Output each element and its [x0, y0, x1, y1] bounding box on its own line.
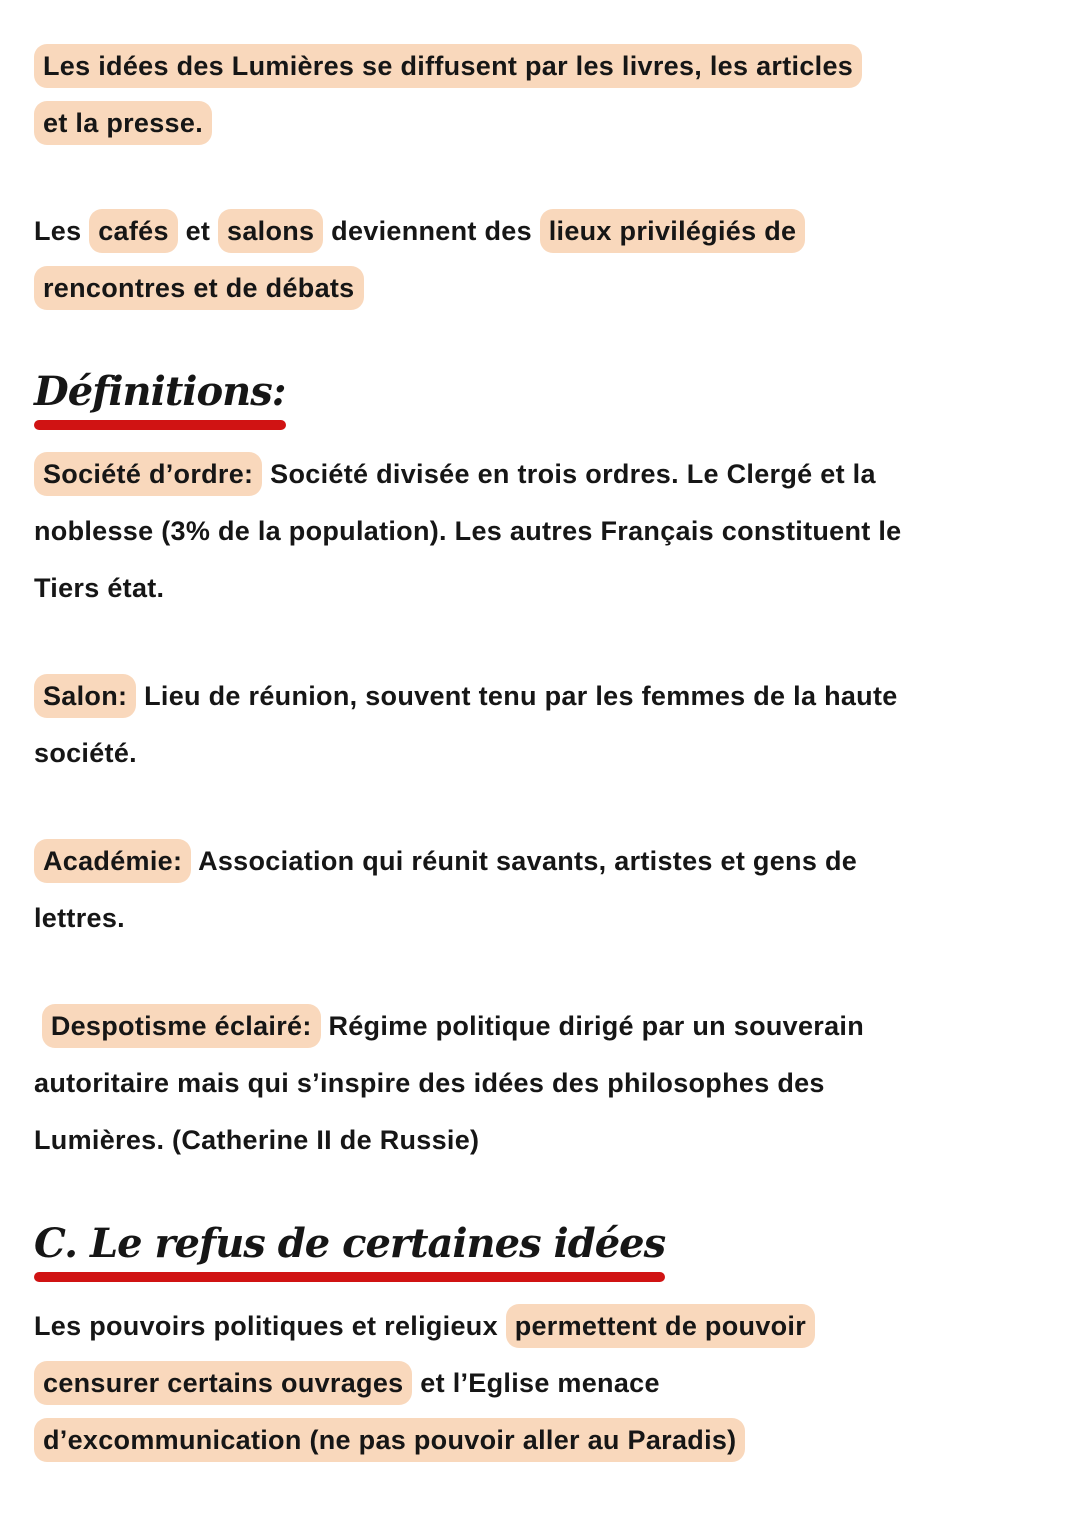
paragraph — [34, 668, 1046, 782]
highlighted-text: rencontres et de débats — [34, 266, 364, 310]
text-segment — [34, 1011, 42, 1041]
text-segment: société. — [34, 738, 137, 768]
text-segment: et — [177, 216, 219, 246]
highlighted-text: salons — [218, 209, 323, 253]
highlighted-text: Académie: — [34, 839, 191, 883]
paragraph — [34, 38, 1046, 152]
text-segment: Les pouvoirs politiques et religieux — [34, 1311, 506, 1341]
highlighted-text: d’excommunication (ne pas pouvoir aller au Paradis) — [34, 1418, 745, 1462]
text-segment: et l’Eglise menace — [412, 1368, 660, 1398]
text-segment: Les — [34, 216, 90, 246]
heading-wrap — [34, 368, 286, 430]
red-underline — [34, 1272, 665, 1282]
highlighted-text: et la presse. — [34, 101, 212, 145]
text-segment: deviennent des — [323, 216, 540, 246]
highlighted-text: cafés — [89, 209, 178, 253]
paragraph — [34, 1298, 1046, 1469]
text-segment: Lieu de réunion, souvent tenu par les femmes de la haute — [136, 681, 898, 711]
paragraph — [34, 998, 1046, 1169]
heading-wrap — [34, 1220, 665, 1282]
red-underline — [34, 420, 286, 430]
heading-text: Définitions: — [34, 368, 286, 415]
highlighted-text: Société d’ordre: — [34, 452, 262, 496]
text-segment: Tiers état. — [34, 573, 165, 603]
heading-text: C. Le refus de certaines idées — [34, 1220, 666, 1267]
highlighted-text: censurer certains ouvrages — [34, 1361, 412, 1405]
highlighted-text: Despotisme éclairé: — [42, 1004, 321, 1048]
text-segment: Association qui réunit savants, artistes et gens de — [191, 846, 858, 876]
text-segment: noblesse (3% de la population). Les autres Français constituent le — [34, 516, 902, 546]
text-segment: Lumières. (Catherine II de Russie) — [34, 1125, 480, 1155]
highlighted-text: Les idées des Lumières se diffusent par les livres, les articles — [34, 44, 862, 88]
text-segment: Régime politique dirigé par un souverain — [320, 1011, 865, 1041]
paragraph — [34, 203, 1046, 317]
paragraph — [34, 833, 1046, 947]
highlighted-text: lieux privilégiés de — [540, 209, 806, 253]
text-segment: Société divisée en trois ordres. Le Clergé et la — [262, 459, 876, 489]
highlighted-text: Salon: — [34, 674, 136, 718]
paragraph — [34, 446, 1046, 617]
highlighted-text: permettent de pouvoir — [506, 1304, 815, 1348]
text-segment: autoritaire mais qui s’inspire des idées des philosophes des — [34, 1068, 825, 1098]
section-heading — [34, 1220, 1046, 1282]
text-segment: lettres. — [34, 903, 125, 933]
section-heading — [34, 368, 1046, 430]
